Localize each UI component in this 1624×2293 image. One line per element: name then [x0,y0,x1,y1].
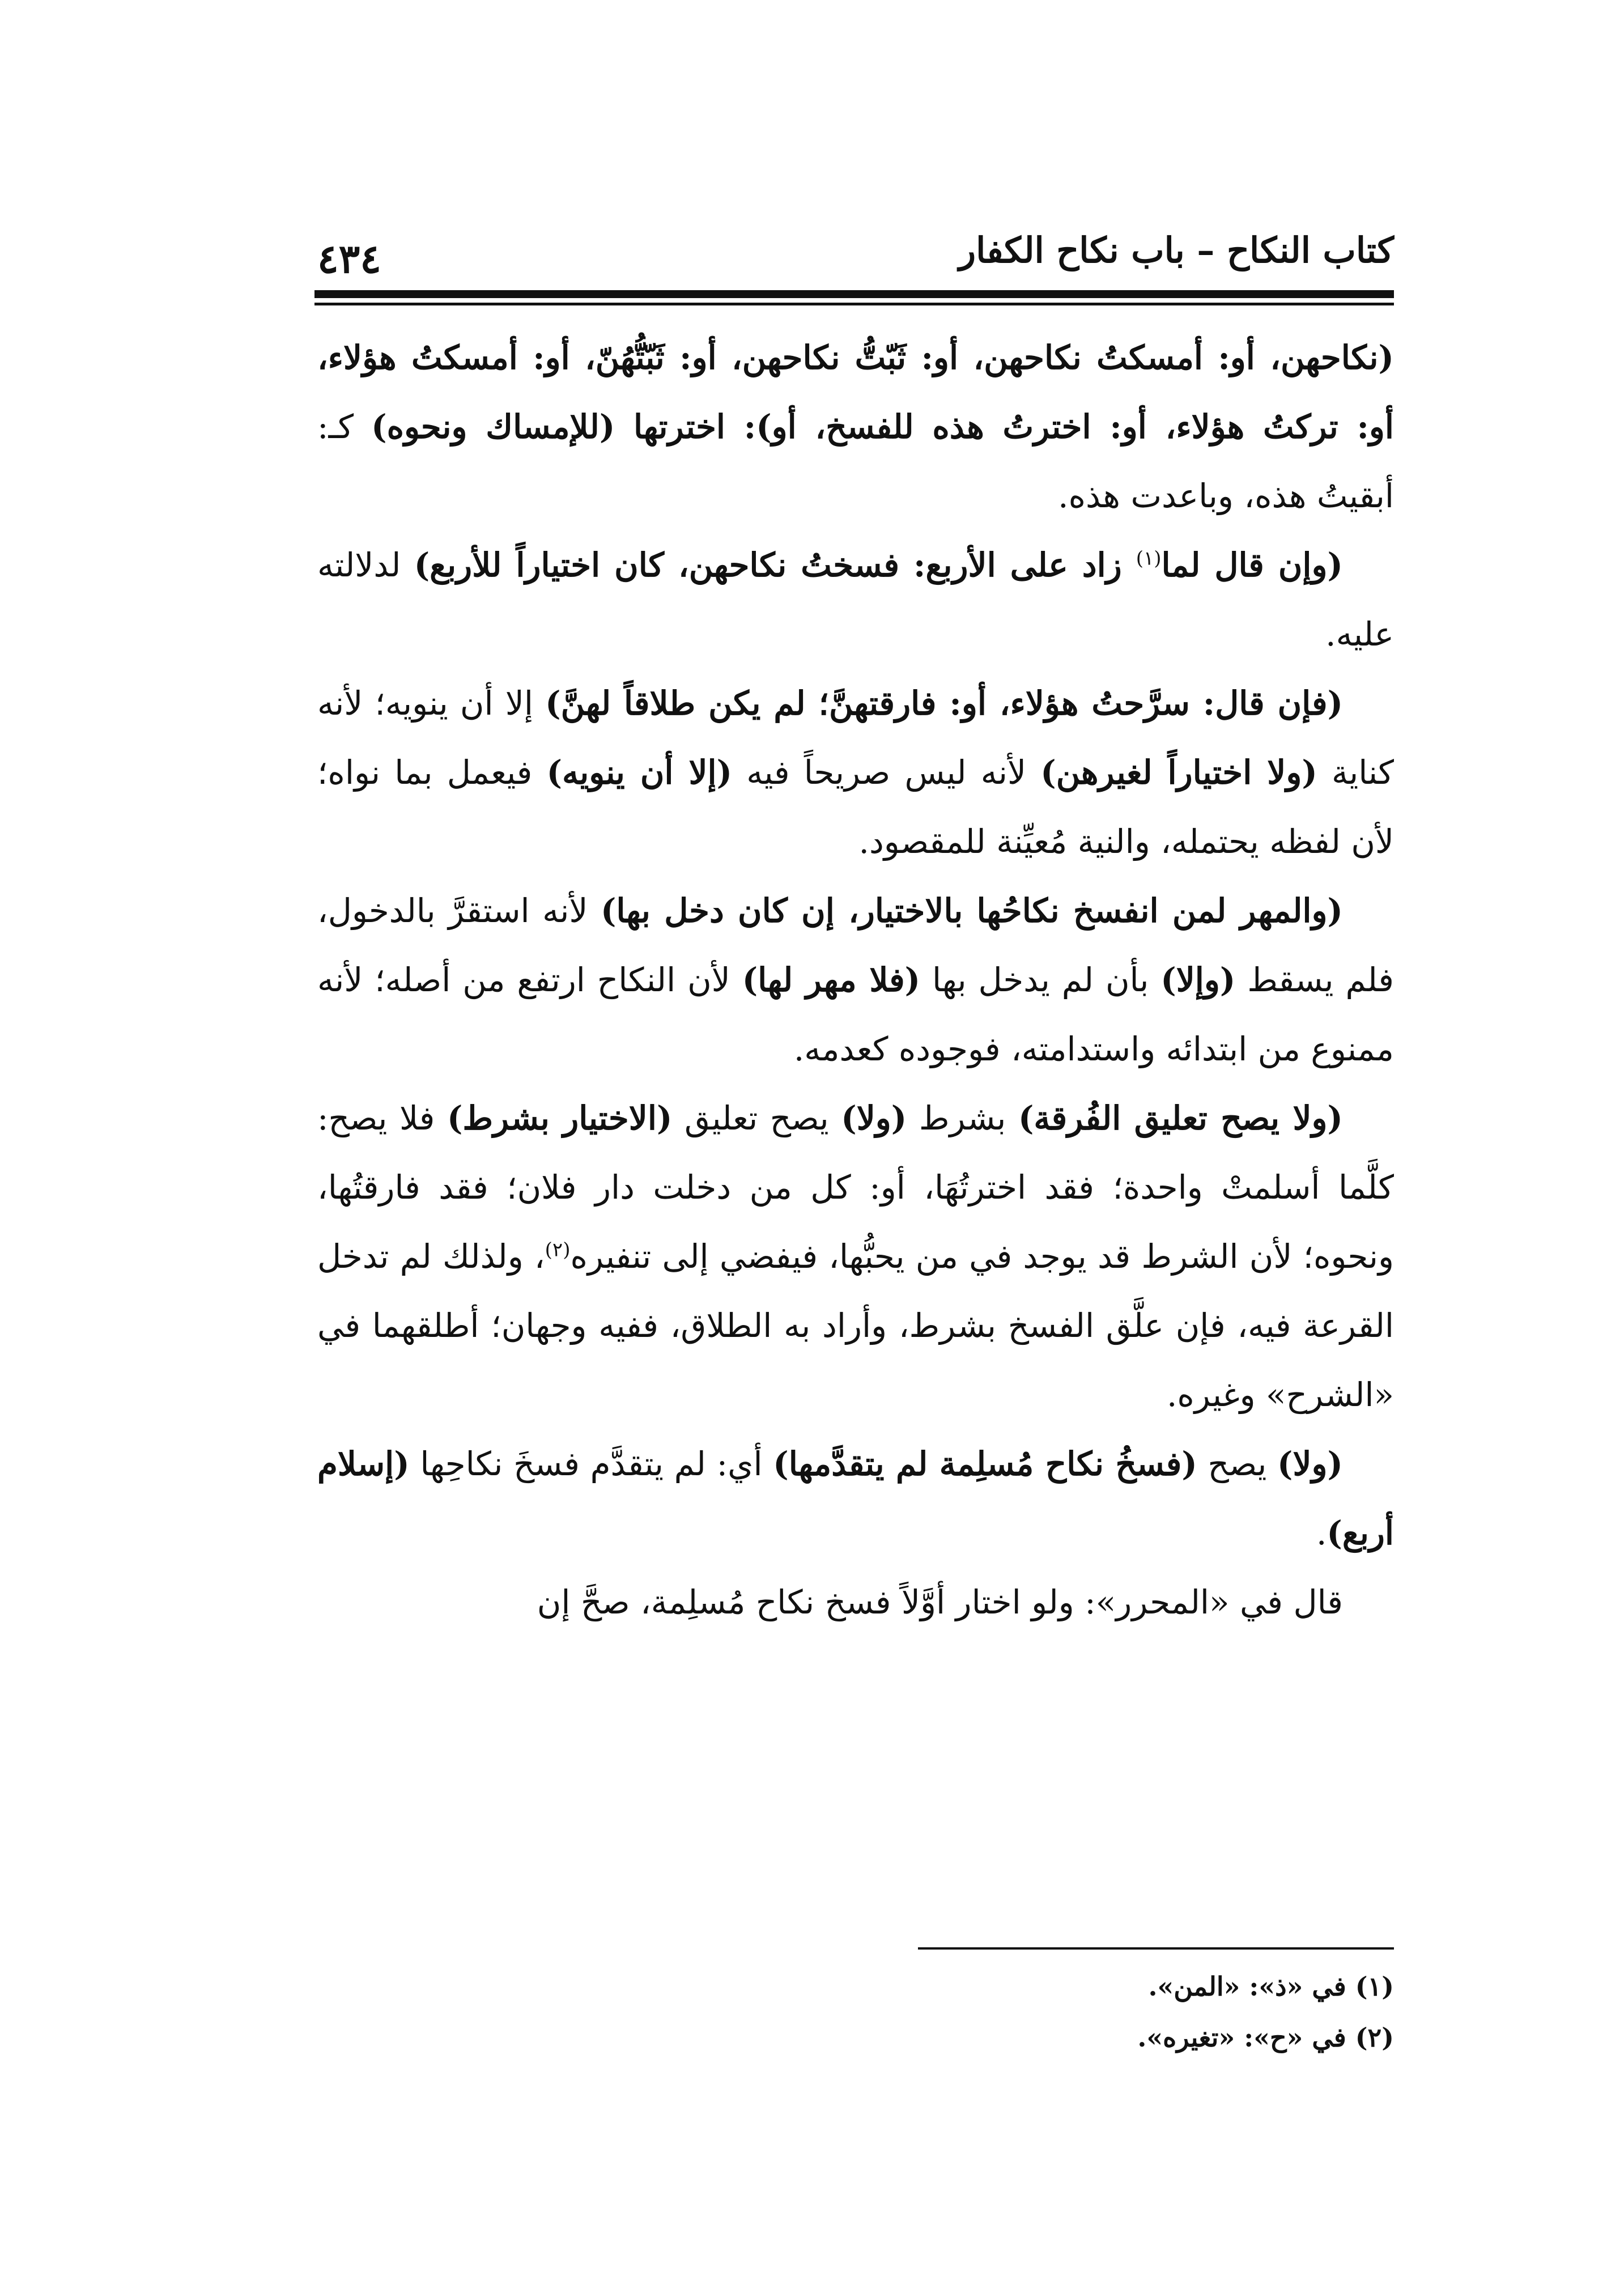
matn-text: (الاختيار بشرط) [447,1099,673,1137]
sharh-text: . [1316,1514,1327,1552]
matn-text: (ولا يصح تعليق الفُرقة) [1018,1099,1343,1137]
paragraph-6 [317,1429,1394,1568]
footnote-ref-1: (١) [1136,547,1162,570]
sharh-text: أي: لم يتقدَّم فسخَ نكاحِها [409,1445,773,1483]
paragraph-4 [317,876,1394,1084]
footnotes [793,1961,1394,2063]
sharh-text: فلا يصح: كلَّما أسلمتْ واحدة؛ فقد اخترتُهَا، أو: كل من دخلت دار فلان؛ فقد فارقتُها، ونحوه؛ لأن الشرط قد يوجد في من يحبُّها، فيفضي إلى تنفيره [317,1099,1394,1276]
sharh-text: بشرط [907,1099,1018,1137]
sharh-text: ، ولذلك لم تدخل القرعة فيه، فإن علَّق الفسخ بشرط، وأراد به الطلاق، ففيه وجهان؛ أطلقهما في «الشرح» وغيره. [317,1237,1394,1414]
body-text [317,323,1394,1637]
header-rule-thick [314,290,1394,298]
sharh-text: لأنه ليس صريحاً فيه [732,753,1041,792]
matn-text: (فإن قال: سرَّحتُ هؤلاء، أو: فارقتهنَّ؛ لم يكن طلاقاً لهنَّ) [545,684,1344,723]
matn-text: زاد على الأربع: فسختُ نكاحهن، كان اختياراً للأربع) [414,546,1136,584]
running-title: كتاب النكاح – باب نكاح الكفار [959,230,1394,271]
matn-text: (فلا مهر لها) [742,961,921,999]
sharh-text: لأن النكاح ارتفع من أصله؛ لأنه ممنوع من ابتدائه واستدامته، فوجوده كعدمه. [317,961,1394,1068]
sharh-text: لدلالته عليه. [317,546,1394,653]
sharh-text: إلا أن ينويه؛ لأنه كناية [317,684,1395,792]
matn-text: (نكاحهن، أو: أمسكتُ نكاحهن، أو: ثَبّتُّ نكاحهن، أو: ثَبّتُّهُنّ، أو: أمسكتُ هؤلاء، أو: تركتُ هؤلاء، أو: اخترتُ هذه للفسخ، أو): اخترتها (للإمساك ونحوه) [317,338,1394,446]
matn-text: (ولا) [841,1099,907,1137]
matn-text: (فسخُ نكاح مُسلِمة لم يتقدَّمها) [773,1445,1197,1483]
sharh-text: يصح [1197,1445,1278,1483]
sharh-text: يصح تعليق [672,1099,841,1137]
footnote-1: (١) في «ذ»: «المن». [1148,1971,1394,2002]
matn-text: (وإلا) [1160,961,1236,999]
paragraph-3 [317,669,1394,876]
sharh-text: فيعمل بما نواه؛ لأن لفظه يحتمله، والنية مُعيِّنة للمقصود. [317,753,1394,861]
sharh-text: بأن لم يدخل بها [920,961,1161,999]
paragraph-2 [317,530,1394,669]
header-rule-thin [314,303,1394,305]
sharh-text: كـ: أبقيتُ هذه، وباعدت هذه. [317,407,1394,515]
sharh-text: لأنه استقرَّ بالدخول، فلم يسقط [317,891,1395,999]
paragraph-7 [317,1568,1394,1637]
sharh-text: قال في «المحرر»: ولو اختار أوَّلاً فسخ نكاح مُسلِمة، صحَّ إن [537,1583,1343,1621]
paragraph-5 [317,1084,1394,1429]
matn-text: (إسلام أربع) [317,1445,1394,1552]
matn-text: (والمهر لمن انفسخ نكاحُها بالاختيار، إن كان دخل بها) [600,891,1343,930]
page-header [317,224,1394,286]
matn-text: (وإن قال لما [1161,546,1343,584]
matn-text: (ولا اختياراً لغيرهن) [1040,753,1317,792]
page-number: ٤٣٤ [317,235,381,282]
paragraph-1 [317,323,1394,530]
footnote-ref-2: (٢) [545,1238,571,1262]
matn-text: (ولا) [1277,1445,1343,1483]
footnote-rule [918,1947,1394,1950]
matn-text: (إلا أن ينويه) [546,753,733,792]
footnote-2: (٢) في «ح»: «تغيره». [1137,2022,1394,2053]
